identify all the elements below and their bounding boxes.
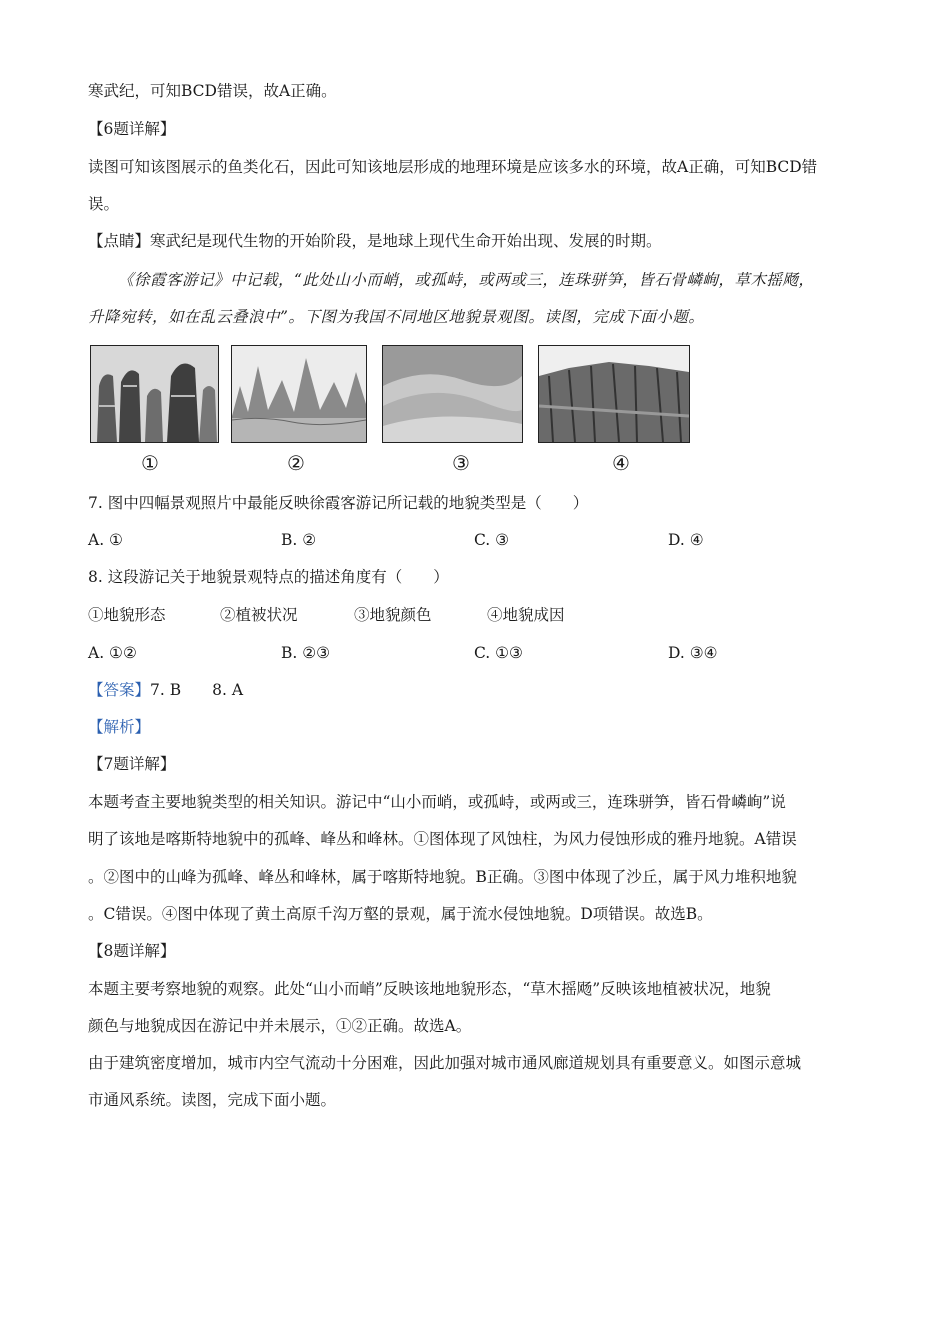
text-line: 本题考查主要地貌类型的相关知识。游记中“山小而峭，或孤峙，或两或三，连珠骈笋，皆石骨嶙峋”说 [88,793,786,811]
q8-item-4: ④地貌成因 [487,606,565,624]
photo-label-4: ④ [612,451,630,475]
answer-line [88,679,243,701]
q8-item-1: ①地貌形态 [88,606,166,624]
text-line: 。②图中的山峰为孤峰、峰丛和峰林，属于喀斯特地貌。B正确。③图中体现了沙丘，属于风力堆积地貌 [88,868,797,886]
q7-option-b: B. ② [281,531,317,549]
q8-option-b: B. ②③ [281,644,331,662]
text-line: 由于建筑密度增加，城市内空气流动十分困难，因此加强对城市通风廊道规划具有重要意义。如图示意城 [88,1054,802,1072]
photo-label-1: ① [141,451,159,475]
text-line: 本题主要考察地貌的观察。此处“山小而峭”反映该地地貌形态，“草木摇飏”反映该地植被状况，地貌 [88,980,771,998]
q8-item-3: ③地貌颜色 [354,606,432,624]
tip-line: 【点睛】寒武纪是现代生物的开始阶段，是地球上现代生命开始出现、发展的时期。 [88,232,662,250]
photo-label-2: ② [287,451,305,475]
section-heading-6: 【6题详解】 [88,120,176,138]
analysis-label: 【解析】 [88,718,151,736]
q8-option-d: D. ③④ [668,644,718,662]
q7-option-d: D. ④ [668,531,704,549]
section-heading-8: 【8题详解】 [88,942,176,960]
text-line: 颜色与地貌成因在游记中并未展示，①②正确。故选A。 [88,1017,472,1035]
answer-text: 7. B 8. A [150,681,244,699]
q7-option-c: C. ③ [474,531,510,549]
text-line: 寒武纪，可知BCD错误，故A正确。 [88,82,337,100]
question-7: 7. 图中四幅景观照片中最能反映徐霞客游记所记载的地貌类型是（ ） [88,494,589,512]
text-line: 。C错误。④图中体现了黄土高原千沟万壑的景观，属于流水侵蚀地貌。D项错误。故选B。 [88,905,713,923]
text-line: 市通风系统。读图，完成下面小题。 [88,1091,337,1109]
text-line: 误。 [88,195,120,213]
text-line: 明了该地是喀斯特地貌中的孤峰、峰丛和峰林。①图体现了风蚀柱，为风力侵蚀形成的雅丹地貌。A错误 [88,830,797,848]
landform-photo-3 [382,345,523,443]
quote-line: 升降宛转，如在乱云叠浪中”。下图为我国不同地区地貌景观图。读图，完成下面小题。 [88,308,705,326]
quote-line: 《徐霞客游记》中记载，“此处山小而峭，或孤峙，或两或三，连珠骈笋，皆石骨嶙峋，草木摇飏， [118,271,815,289]
q8-item-2: ②植被状况 [220,606,298,624]
landform-photo-2 [231,345,367,443]
question-8: 8. 这段游记关于地貌景观特点的描述角度有（ ） [88,568,449,586]
q8-option-c: C. ①③ [474,644,523,662]
landform-photo-1 [90,345,219,443]
photo-label-3: ③ [452,451,470,475]
section-heading-7: 【7题详解】 [88,755,176,773]
q8-option-a: A. ①② [88,644,137,662]
landform-photo-4 [538,345,690,443]
answer-label: 【答案】 [88,681,151,699]
q7-option-a: A. ① [88,531,123,549]
text-line: 读图可知该图展示的鱼类化石，因此可知该地层形成的地理环境是应该多水的环境，故A正确，可知BCD错 [88,158,818,176]
